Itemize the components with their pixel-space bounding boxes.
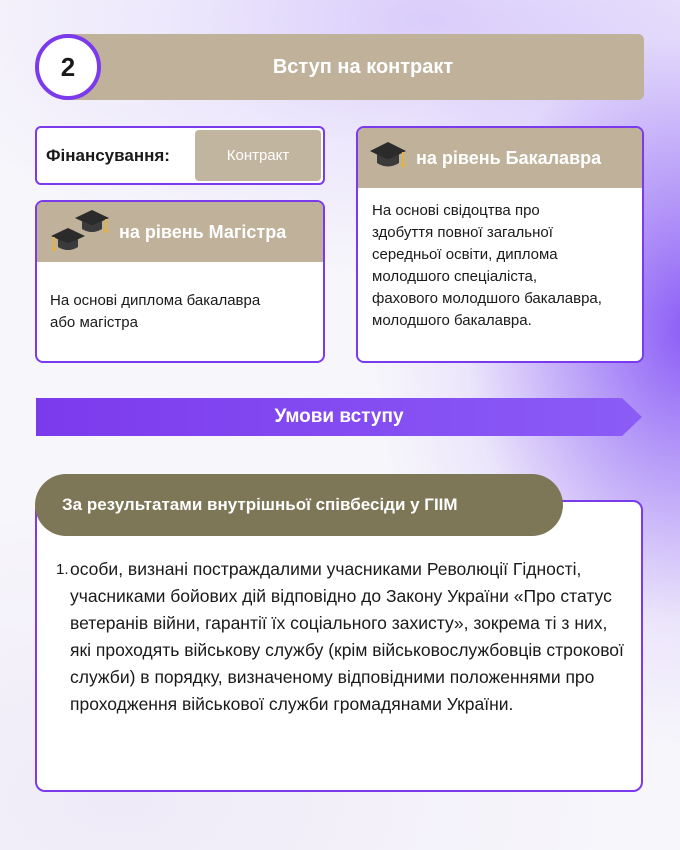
step-title: Вступ на контракт	[272, 55, 454, 78]
financing-value	[195, 130, 321, 181]
master-card-title: на рівень Магістра	[119, 221, 287, 242]
bachelor-card	[356, 126, 644, 363]
step-header	[58, 34, 644, 100]
conditions-title	[36, 398, 642, 436]
interview-title-pill	[35, 474, 563, 536]
conditions-title-text: Умови вступу	[274, 406, 404, 427]
step-number-badge	[35, 34, 101, 100]
list-item-number: 1.	[56, 561, 69, 578]
master-card-body: На основі диплома бакалавра або магістра	[50, 292, 261, 331]
graduation-caps-icon	[49, 206, 113, 258]
bachelor-card-title: на рівень Бакалавра	[416, 147, 602, 168]
bachelor-card-body: На основі свідоцтва про здобуття повної загальної середньої освіти, диплома молодшого спеціаліста, фахового молодшого бакалавра, молодшого бакалавра.	[372, 202, 602, 329]
master-card-header	[37, 202, 323, 262]
master-card	[35, 200, 325, 363]
bachelor-card-header	[358, 128, 642, 188]
interview-title: За результатами внутрішньої співбесіди у ГІІМ	[62, 495, 458, 514]
list-item-text: особи, визнані постраждалими учасниками Революції Гідності, учасниками бойових дій відповідно до Закону України «Про статус ветеранів війни, гарантії їх соціального захисту», зокрема ті з них, які проходять військову службу (крім військовослужбовців строкової служби) в порядку, визначеному відповідними положеннями про проходження військової служби громадянами України.	[70, 559, 624, 714]
financing-value-text: Контракт	[226, 147, 290, 164]
graduation-cap-icon	[370, 140, 410, 176]
step-number: 2	[60, 51, 76, 82]
financing-label: Фінансування:	[46, 146, 170, 165]
